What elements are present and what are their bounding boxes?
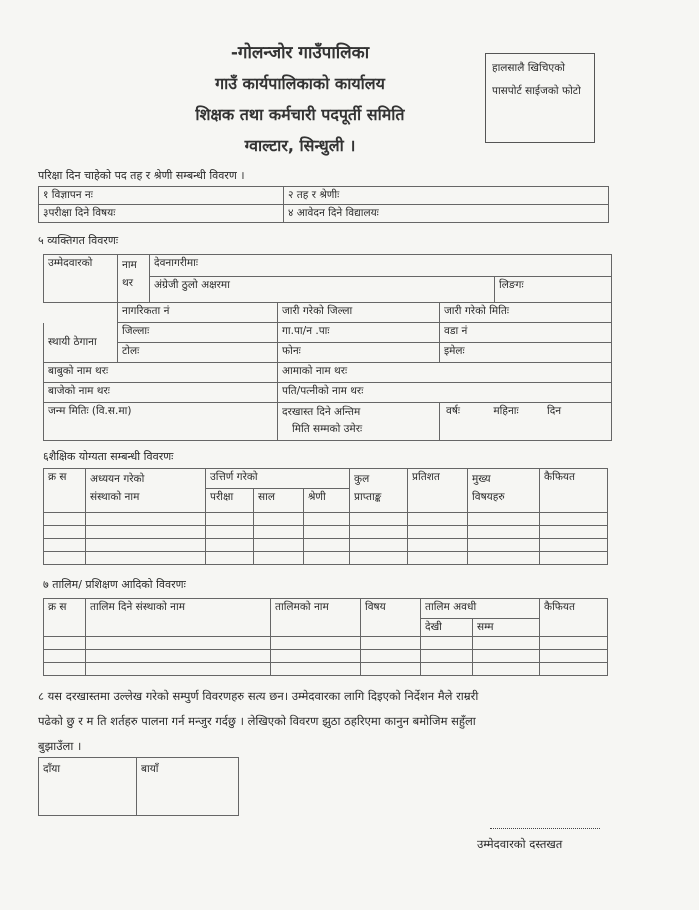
edu-institution-header-line1: अध्ययन गरेको <box>90 473 145 485</box>
age-month-label: महिनाः <box>493 405 519 417</box>
train-to-header: सम्म <box>473 619 540 637</box>
age-day-label: दिन <box>546 405 562 417</box>
edu-major-header-line1: मुख्य <box>472 473 491 485</box>
edu-institution-header <box>86 469 206 513</box>
mother-name-field[interactable]: आमाको नाम थरः <box>278 363 612 383</box>
tole-field[interactable]: टोलः <box>118 343 278 363</box>
office-title-address: ग्वाल्टार, सिन्धुली । <box>244 136 356 155</box>
candidate-label: उम्मेदवारको <box>44 255 118 303</box>
thumbprint-table <box>38 757 239 816</box>
edu-passed-header: उत्तिर्ण गरेको <box>206 469 350 489</box>
edu-major-header <box>468 469 540 513</box>
dob-field[interactable]: जन्म मितिः (वि.स.मा) <box>44 403 278 441</box>
declaration <box>38 684 618 759</box>
spouse-name-field[interactable]: पति/पत्नीको नाम थरः <box>278 383 612 403</box>
age-label-line2: मिति सम्मको उमेरः <box>292 423 363 435</box>
edu-total-header-line2: प्राप्ताङ्क <box>354 491 382 503</box>
table-row[interactable] <box>44 637 608 650</box>
phone-field[interactable]: फोनः <box>278 343 440 363</box>
english-name-field[interactable]: अंग्रेजी ठुलो अक्षरमा <box>150 277 495 303</box>
blank-cell <box>44 303 118 323</box>
edu-remarks-header: कैफियत <box>540 469 608 513</box>
age-label <box>278 403 440 441</box>
signature-line[interactable] <box>490 828 600 829</box>
office-title-municipality: -गोलन्जोर गाउँपालिका <box>230 43 370 63</box>
table-row[interactable] <box>44 650 608 663</box>
municipality-field[interactable]: गा.पा/न .पाः <box>278 323 440 343</box>
devanagari-name-field[interactable]: देवनागरीमाः <box>150 255 612 277</box>
name-label: नाम थर <box>118 255 150 303</box>
edu-total-header-line1: कुल <box>354 473 370 485</box>
edu-exam-header: परीक्षा <box>206 489 254 513</box>
training-table <box>43 598 608 676</box>
edu-institution-header-line2: संस्थाको नाम <box>90 491 140 503</box>
table-row[interactable] <box>44 539 608 552</box>
personal-table <box>43 254 612 441</box>
level-class-field[interactable]: २ तह र श्रेणीः <box>284 187 609 205</box>
office-title-executive: गाउँ कार्यपालिकाको कार्यालय <box>215 74 385 93</box>
left-thumb-box[interactable]: बायाँ <box>137 758 239 816</box>
exam-table <box>38 186 609 223</box>
education-table <box>43 468 608 565</box>
age-field[interactable] <box>440 403 612 441</box>
email-field[interactable]: इमेलः <box>440 343 612 363</box>
right-thumb-box[interactable]: दाँया <box>39 758 137 816</box>
table-row[interactable] <box>44 552 608 565</box>
declaration-line2: पढेको छु र म ति शर्तहरु पालना गर्न मन्जुर गर्दछु । लेखिएको विवरण झुठा ठहरिएमा कानुन बमोजिम सहुँला <box>38 714 476 728</box>
train-from-header: देखी <box>421 619 473 637</box>
table-row[interactable] <box>44 526 608 539</box>
edu-total-header <box>350 469 408 513</box>
edu-year-header: साल <box>254 489 304 513</box>
train-institution-header: तालिम दिने संस्थाको नाम <box>86 599 271 637</box>
declaration-line3: बुझाउँला । <box>38 739 82 753</box>
table-row[interactable] <box>44 513 608 526</box>
office-title-committee: शिक्षक तथा कर्मचारी पदपूर्ती समिति <box>195 105 405 124</box>
train-name-header: तालिमको नाम <box>271 599 361 637</box>
grandfather-name-field[interactable]: बाजेको नाम थरः <box>44 383 278 403</box>
exam-subject-field[interactable]: ३परीक्षा दिने विषयः <box>39 205 284 223</box>
father-name-field[interactable]: बाबुको नाम थरः <box>44 363 278 383</box>
advert-no-field[interactable]: १ विज्ञापन नः <box>39 187 284 205</box>
gender-field[interactable]: लिङगः <box>495 277 612 303</box>
signature-label: उम्मेदवारको दस्तखत <box>477 837 563 851</box>
table-row[interactable] <box>44 663 608 676</box>
education-section-title: ६शैक्षिक योग्यता सम्बन्धी विवरणः <box>43 450 174 463</box>
declaration-line1: ८ यस दरखास्तमा उल्लेख गरेको सम्पुर्ण विवरणहरु सत्य छन। उम्मेदवारका लागि दिइएको निर्देशन मैले राम्ररी <box>38 689 479 703</box>
exam-section-title: परिक्षा दिन चाहेको पद तह र श्रेणी सम्बन्धी विवरण । <box>38 169 245 182</box>
edu-percent-header: प्रतिशत <box>408 469 468 513</box>
issue-district-field[interactable]: जारी गरेको जिल्ला <box>278 303 440 323</box>
age-label-line1: दरखास्त दिने अन्तिम <box>282 406 361 418</box>
age-year-label: वर्षः <box>446 405 461 417</box>
ward-no-field[interactable]: वडा नं <box>440 323 612 343</box>
personal-section-title: ५ व्यक्तिगत विवरणः <box>38 234 119 247</box>
edu-major-header-line2: विषयहरु <box>472 491 505 503</box>
training-section-title: ७ तालिम/ प्रशिक्षण आदिको विवरणः <box>43 578 186 591</box>
district-field[interactable]: जिल्लाः <box>118 323 278 343</box>
permanent-address-label: स्थायी ठेगाना <box>44 323 118 363</box>
train-subject-header: विषय <box>361 599 421 637</box>
train-remarks-header: कैफियत <box>540 599 608 637</box>
train-sn-header: क्र स <box>44 599 86 637</box>
photo-box[interactable]: हालसालै खिचिएको पासपोर्ट साईजको फोटो <box>485 53 595 143</box>
citizenship-no-field[interactable]: नागरिकता नं <box>118 303 278 323</box>
application-school-field[interactable]: ४ आवेदन दिने विद्यालयः <box>284 205 609 223</box>
issue-date-field[interactable]: जारी गरेको मितिः <box>440 303 612 323</box>
edu-division-header: श्रेणी <box>304 489 350 513</box>
train-duration-header: तालिम अवधी <box>421 599 540 619</box>
edu-sn-header: क्र स <box>44 469 86 513</box>
